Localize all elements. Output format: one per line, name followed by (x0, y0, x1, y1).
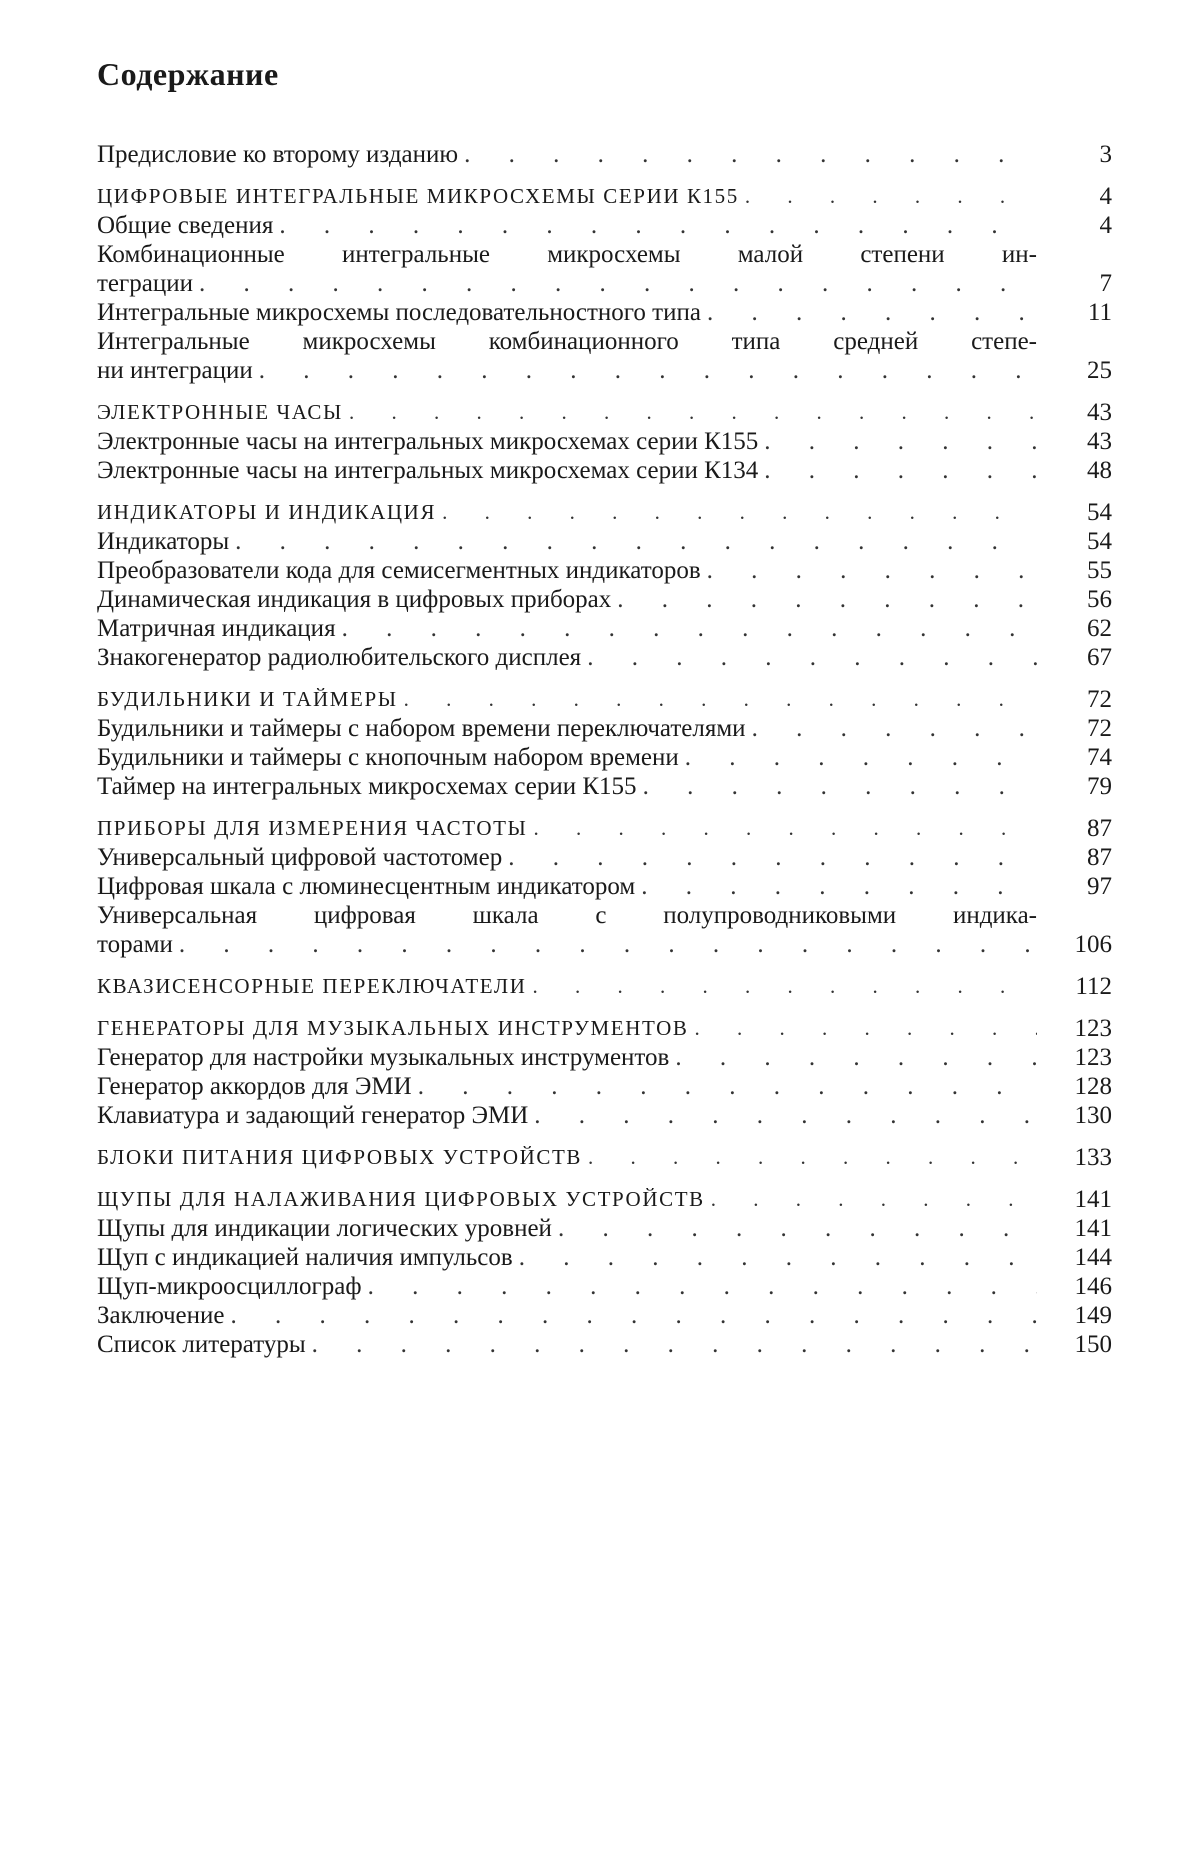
toc-entry-text: Щуп с индикацией наличия импульсов (97, 1244, 513, 1271)
page-number: 4 (1099, 183, 1112, 210)
toc-section (97, 1014, 1112, 1130)
dot-leader (193, 269, 1037, 298)
dot-leader (701, 556, 1037, 585)
dot-leader (581, 643, 1037, 672)
toc-section-header[interactable] (97, 972, 1112, 1001)
toc-section-header[interactable] (97, 1014, 1112, 1043)
toc-entry-line: Интегральные микросхемы комбинационного типа средней степе- (97, 328, 1037, 355)
toc-entry[interactable] (97, 930, 1112, 959)
toc-entry[interactable] (97, 743, 1112, 772)
toc-section-header[interactable] (97, 398, 1112, 427)
toc-section-header-text: БУДИЛЬНИКИ И ТАЙМЕРЫ (97, 687, 398, 711)
toc-entry[interactable] (97, 556, 1112, 585)
page-number: 72 (1087, 715, 1112, 742)
toc-entry-text: Генератор аккордов для ЭМИ (97, 1073, 412, 1100)
toc-entry-text: Матричная индикация (97, 615, 336, 642)
page-number: 128 (1074, 1073, 1112, 1100)
page-number: 106 (1074, 931, 1112, 958)
page-title: Содержание (97, 56, 279, 92)
page-number: 55 (1087, 557, 1112, 584)
dot-leader (458, 140, 1037, 169)
page-number: 141 (1074, 1186, 1112, 1213)
dot-leader (701, 298, 1037, 327)
toc-entry-text: Клавиатура и задающий генератор ЭМИ (97, 1102, 529, 1129)
toc-entry-text: Общие сведения (97, 212, 274, 239)
dot-leader (528, 1101, 1037, 1130)
page-number: 54 (1087, 499, 1112, 526)
toc-section-header[interactable] (97, 1185, 1112, 1214)
toc-entry[interactable] (97, 527, 1112, 556)
toc-entry-text: ни интеграции (97, 357, 253, 384)
toc-section (97, 1143, 1112, 1172)
dot-leader (635, 872, 1037, 901)
page-number: 74 (1087, 744, 1112, 771)
page-number: 25 (1087, 357, 1112, 384)
toc-section-header[interactable] (97, 182, 1112, 211)
toc-entry-text: Генератор для настройки музыкальных инструментов (97, 1044, 670, 1071)
dot-leader (398, 685, 1037, 714)
toc-entry-text: Щуп-микроосциллограф (97, 1273, 362, 1300)
toc-section-header[interactable] (97, 814, 1112, 843)
dot-leader (582, 1143, 1037, 1172)
dot-leader (173, 930, 1037, 959)
page-number: 62 (1087, 615, 1112, 642)
toc-entry-text: Знакогенератор радиолюбительского дисплея (97, 644, 582, 671)
table-of-contents (97, 140, 1112, 1359)
toc-section (97, 814, 1112, 959)
dot-leader (705, 1185, 1037, 1214)
toc-section-header-text: ЭЛЕКТРОННЫЕ ЧАСЫ (97, 400, 343, 424)
toc-section (97, 685, 1112, 801)
page-number: 4 (1099, 212, 1112, 239)
toc-entry[interactable] (97, 1243, 1112, 1272)
toc-entry-text: Индикаторы (97, 528, 230, 555)
dot-leader (637, 772, 1037, 801)
toc-entry[interactable] (97, 1101, 1112, 1130)
toc-entry[interactable] (97, 1272, 1112, 1301)
page-number: 3 (1099, 141, 1112, 168)
dot-leader (513, 1243, 1037, 1272)
toc-entry-text: Динамическая индикация в цифровых приборах (97, 586, 612, 613)
page-number: 87 (1087, 844, 1112, 871)
toc-entry[interactable] (97, 843, 1112, 872)
toc-section (97, 498, 1112, 672)
dot-leader (273, 211, 1037, 240)
page-number: 72 (1087, 686, 1112, 713)
dot-leader (611, 585, 1037, 614)
toc-section (97, 182, 1112, 385)
dot-leader (229, 527, 1037, 556)
dot-leader (739, 182, 1037, 211)
toc-entry-text: Интегральные микросхемы последовательностного типа (97, 299, 701, 326)
toc-entry[interactable] (97, 298, 1112, 327)
toc-entry-text: Заключение (97, 1302, 225, 1329)
toc-entry-text: Электронные часы на интегральных микросхемах серии К134 (97, 457, 759, 484)
toc-section (97, 972, 1112, 1001)
dot-leader (669, 1043, 1037, 1072)
toc-entry[interactable] (97, 643, 1112, 672)
page-number: 146 (1074, 1273, 1112, 1300)
dot-leader (527, 814, 1037, 843)
toc-section-header[interactable] (97, 685, 1112, 714)
page-number: 123 (1074, 1015, 1112, 1042)
page-number: 123 (1074, 1044, 1112, 1071)
toc-entry[interactable] (97, 614, 1112, 643)
dot-leader (436, 498, 1037, 527)
toc-entry-text: теграции (97, 270, 194, 297)
toc-entry-text: Список литературы (97, 1331, 306, 1358)
toc-entry-text: Электронные часы на интегральных микросхемах серии К155 (97, 428, 759, 455)
toc-entry-text: Универсальный цифровой частотомер (97, 844, 503, 871)
toc-entry[interactable] (97, 1072, 1112, 1101)
toc-entry[interactable] (97, 1330, 1112, 1359)
page-number: 144 (1074, 1244, 1112, 1271)
toc-entry-multiline[interactable] (97, 240, 1112, 298)
toc-entry-line: Универсальная цифровая шкала с полупроводниковыми индика- (97, 902, 1037, 929)
page-number: 48 (1087, 457, 1112, 484)
page-number: 43 (1087, 399, 1112, 426)
dot-leader (746, 714, 1037, 743)
page-number: 130 (1074, 1102, 1112, 1129)
toc-entry[interactable] (97, 772, 1112, 801)
toc-section-header-text: ЦИФРОВЫЕ ИНТЕГРАЛЬНЫЕ МИКРОСХЕМЫ СЕРИИ К155 (97, 184, 739, 208)
toc-entry[interactable] (97, 872, 1112, 901)
dot-leader (758, 427, 1037, 456)
dot-leader (362, 1272, 1037, 1301)
page-number: 54 (1087, 528, 1112, 555)
toc-entry[interactable] (97, 269, 1112, 298)
page-number: 67 (1087, 644, 1112, 671)
dot-leader (343, 398, 1037, 427)
dot-leader (679, 743, 1037, 772)
toc-section (97, 140, 1112, 169)
page-number: 79 (1087, 773, 1112, 800)
toc-entry-text: Цифровая шкала с люминесцентным индикатором (97, 873, 636, 900)
page-number: 43 (1087, 428, 1112, 455)
page-number: 11 (1087, 299, 1112, 326)
toc-section-header-text: ГЕНЕРАТОРЫ ДЛЯ МУЗЫКАЛЬНЫХ ИНСТРУМЕНТОВ (97, 1016, 689, 1040)
toc-entry[interactable] (97, 427, 1112, 456)
toc-section-header[interactable] (97, 498, 1112, 527)
toc-section-header[interactable] (97, 140, 1112, 169)
dot-leader (758, 456, 1037, 485)
page-number: 112 (1075, 973, 1112, 1000)
toc-entry[interactable] (97, 585, 1112, 614)
dot-leader (306, 1330, 1037, 1359)
page-number: 56 (1087, 586, 1112, 613)
toc-section-header[interactable] (97, 1143, 1112, 1172)
page-number: 97 (1087, 873, 1112, 900)
toc-entry[interactable] (97, 1214, 1112, 1243)
toc-entry[interactable] (97, 456, 1112, 485)
toc-entry[interactable] (97, 356, 1112, 385)
page-number: 150 (1074, 1331, 1112, 1358)
dot-leader (689, 1014, 1037, 1043)
toc-entry-text: Преобразователи кода для семисегментных индикаторов (97, 557, 701, 584)
toc-entry-text: Таймер на интегральных микросхемах серии К155 (97, 773, 637, 800)
toc-section-header-text: Предисловие ко второму изданию (97, 141, 459, 168)
page-number: 141 (1074, 1215, 1112, 1242)
dot-leader (225, 1301, 1038, 1330)
toc-section (97, 1185, 1112, 1359)
toc-entry[interactable] (97, 1043, 1112, 1072)
toc-entry-multiline[interactable] (97, 327, 1112, 385)
dot-leader (412, 1072, 1037, 1101)
toc-entry[interactable] (97, 714, 1112, 743)
toc-entry[interactable] (97, 211, 1112, 240)
toc-section (97, 398, 1112, 485)
dot-leader (527, 972, 1037, 1001)
toc-entry[interactable] (97, 1301, 1112, 1330)
toc-entry-text: Будильники и таймеры с кнопочным набором времени (97, 744, 679, 771)
page-number: 7 (1099, 270, 1112, 297)
page-number: 133 (1074, 1144, 1112, 1171)
toc-entry-text: Щупы для индикации логических уровней (97, 1215, 552, 1242)
page-number: 149 (1074, 1302, 1112, 1329)
dot-leader (502, 843, 1037, 872)
toc-section-header-text: ПРИБОРЫ ДЛЯ ИЗМЕРЕНИЯ ЧАСТОТЫ (97, 816, 528, 840)
toc-entry-text: торами (97, 931, 173, 958)
toc-entry-text: Будильники и таймеры с набором времени переключателями (97, 715, 746, 742)
toc-entry-multiline[interactable] (97, 901, 1112, 959)
dot-leader (552, 1214, 1037, 1243)
toc-section-header-text: ИНДИКАТОРЫ И ИНДИКАЦИЯ (97, 500, 437, 524)
toc-section-header-text: ЩУПЫ ДЛЯ НАЛАЖИВАНИЯ ЦИФРОВЫХ УСТРОЙСТВ (97, 1187, 705, 1211)
toc-entry-line: Комбинационные интегральные микросхемы малой степени ин- (97, 241, 1037, 268)
dot-leader (253, 356, 1037, 385)
dot-leader (336, 614, 1037, 643)
toc-section-header-text: КВАЗИСЕНСОРНЫЕ ПЕРЕКЛЮЧАТЕЛИ (97, 974, 527, 998)
toc-section-header-text: БЛОКИ ПИТАНИЯ ЦИФРОВЫХ УСТРОЙСТВ (97, 1145, 583, 1169)
page-number: 87 (1087, 815, 1112, 842)
